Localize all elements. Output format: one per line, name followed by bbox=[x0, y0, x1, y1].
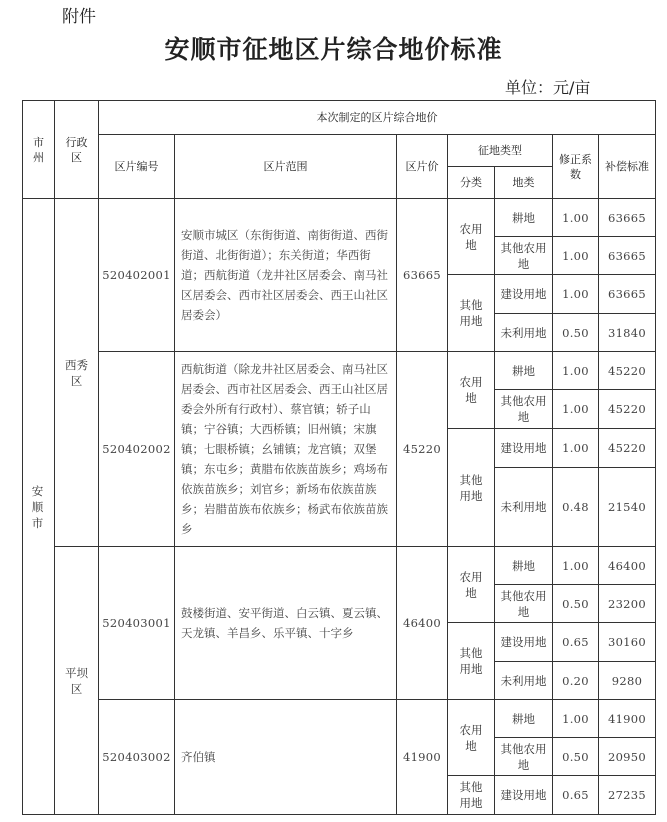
coef-value: 1.00 bbox=[553, 199, 599, 237]
land-category: 农用地 bbox=[448, 700, 495, 776]
header-district: 行政区 bbox=[55, 101, 99, 199]
land-subtype: 未利用地 bbox=[495, 662, 553, 700]
comp-value: 45220 bbox=[599, 352, 656, 390]
district-cell: 平坝区 bbox=[55, 547, 99, 815]
coef-value: 1.00 bbox=[553, 352, 599, 390]
zone-price: 46400 bbox=[397, 547, 448, 700]
coef-value: 0.65 bbox=[553, 776, 599, 815]
comp-value: 46400 bbox=[599, 547, 656, 585]
coef-value: 1.00 bbox=[553, 275, 599, 314]
coef-value: 0.20 bbox=[553, 662, 599, 700]
land-category: 其他用地 bbox=[448, 429, 495, 547]
land-category: 其他用地 bbox=[448, 776, 495, 815]
zone-range: 西航街道（除龙井社区居委会、南马社区居委会、西市社区居委会、西王山社区居委会外所有行政村）、蔡官镇；轿子山镇；宁谷镇；大西桥镇；旧州镇；宋旗镇；七眼桥镇；幺铺镇；龙宫镇；双堡镇；东屯乡；黄腊布依族苗族乡；鸡场布依族苗族乡；刘官乡；新场布依族苗族乡；岩腊苗族布依族乡；杨武布依族苗族乡 bbox=[175, 352, 397, 547]
table-row bbox=[23, 700, 656, 738]
coef-value: 0.50 bbox=[553, 314, 599, 352]
price-table bbox=[22, 100, 656, 815]
land-subtype: 其他农用地 bbox=[495, 237, 553, 275]
coef-value: 0.65 bbox=[553, 623, 599, 662]
land-subtype: 其他农用地 bbox=[495, 390, 553, 429]
land-subtype: 建设用地 bbox=[495, 623, 553, 662]
coef-value: 1.00 bbox=[553, 547, 599, 585]
zone-code: 520403002 bbox=[99, 700, 175, 815]
land-subtype: 建设用地 bbox=[495, 275, 553, 314]
coef-value: 1.00 bbox=[553, 237, 599, 275]
district-cell: 西秀区 bbox=[55, 199, 99, 547]
land-subtype: 建设用地 bbox=[495, 429, 553, 468]
coef-value: 1.00 bbox=[553, 429, 599, 468]
land-subtype: 未利用地 bbox=[495, 314, 553, 352]
comp-value: 41900 bbox=[599, 700, 656, 738]
land-subtype: 耕地 bbox=[495, 352, 553, 390]
land-subtype: 建设用地 bbox=[495, 776, 553, 815]
zone-range: 齐伯镇 bbox=[175, 700, 397, 815]
comp-value: 27235 bbox=[599, 776, 656, 815]
comp-value: 63665 bbox=[599, 237, 656, 275]
header-zone-price: 区片价 bbox=[397, 135, 448, 199]
land-subtype: 未利用地 bbox=[495, 468, 553, 547]
comp-value: 20950 bbox=[599, 738, 656, 776]
land-subtype: 其他农用地 bbox=[495, 738, 553, 776]
table-row bbox=[23, 199, 656, 237]
header-land-type: 征地类型 bbox=[448, 135, 553, 167]
header-subtype: 地类 bbox=[495, 167, 553, 199]
table-row bbox=[23, 352, 656, 390]
comp-value: 9280 bbox=[599, 662, 656, 700]
land-category: 农用地 bbox=[448, 547, 495, 623]
header-group: 本次制定的区片综合地价 bbox=[99, 101, 656, 135]
zone-code: 520403001 bbox=[99, 547, 175, 700]
zone-range: 鼓楼街道、安平街道、白云镇、夏云镇、天龙镇、羊昌乡、乐平镇、十字乡 bbox=[175, 547, 397, 700]
page-title: 安顺市征地区片综合地价标准 bbox=[164, 35, 503, 64]
header-coef: 修正系数 bbox=[553, 135, 599, 199]
zone-code: 520402002 bbox=[99, 352, 175, 547]
land-category: 农用地 bbox=[448, 199, 495, 275]
land-subtype: 其他农用地 bbox=[495, 585, 553, 623]
coef-value: 1.00 bbox=[553, 390, 599, 429]
land-category: 其他用地 bbox=[448, 623, 495, 700]
comp-value: 63665 bbox=[599, 199, 656, 237]
coef-value: 0.48 bbox=[553, 468, 599, 547]
comp-value: 31840 bbox=[599, 314, 656, 352]
land-subtype: 耕地 bbox=[495, 700, 553, 738]
comp-value: 45220 bbox=[599, 429, 656, 468]
city-cell: 安顺市 bbox=[23, 199, 55, 815]
comp-value: 30160 bbox=[599, 623, 656, 662]
land-subtype: 耕地 bbox=[495, 199, 553, 237]
comp-value: 63665 bbox=[599, 275, 656, 314]
zone-price: 63665 bbox=[397, 199, 448, 352]
header-comp: 补偿标准 bbox=[599, 135, 656, 199]
land-category: 其他用地 bbox=[448, 275, 495, 352]
comp-value: 23200 bbox=[599, 585, 656, 623]
land-category: 农用地 bbox=[448, 352, 495, 429]
zone-range: 安顺市城区（东街街道、南街街道、西街街道、北街街道）；东关街道；华西街道；西航街道（龙井社区居委会、南马社区居委会、西市社区居委会、西王山社区居委会） bbox=[175, 199, 397, 352]
coef-value: 0.50 bbox=[553, 585, 599, 623]
zone-price: 45220 bbox=[397, 352, 448, 547]
header-zone-range: 区片范围 bbox=[175, 135, 397, 199]
comp-value: 45220 bbox=[599, 390, 656, 429]
comp-value: 21540 bbox=[599, 468, 656, 547]
table-row bbox=[23, 547, 656, 585]
zone-price: 41900 bbox=[397, 700, 448, 815]
land-subtype: 耕地 bbox=[495, 547, 553, 585]
header-city: 市州 bbox=[23, 101, 55, 199]
attachment-label: 附件 bbox=[62, 7, 96, 27]
header-category: 分类 bbox=[448, 167, 495, 199]
coef-value: 1.00 bbox=[553, 700, 599, 738]
zone-code: 520402001 bbox=[99, 199, 175, 352]
header-zone-code: 区片编号 bbox=[99, 135, 175, 199]
unit-label: 单位：元/亩 bbox=[505, 78, 591, 97]
coef-value: 0.50 bbox=[553, 738, 599, 776]
